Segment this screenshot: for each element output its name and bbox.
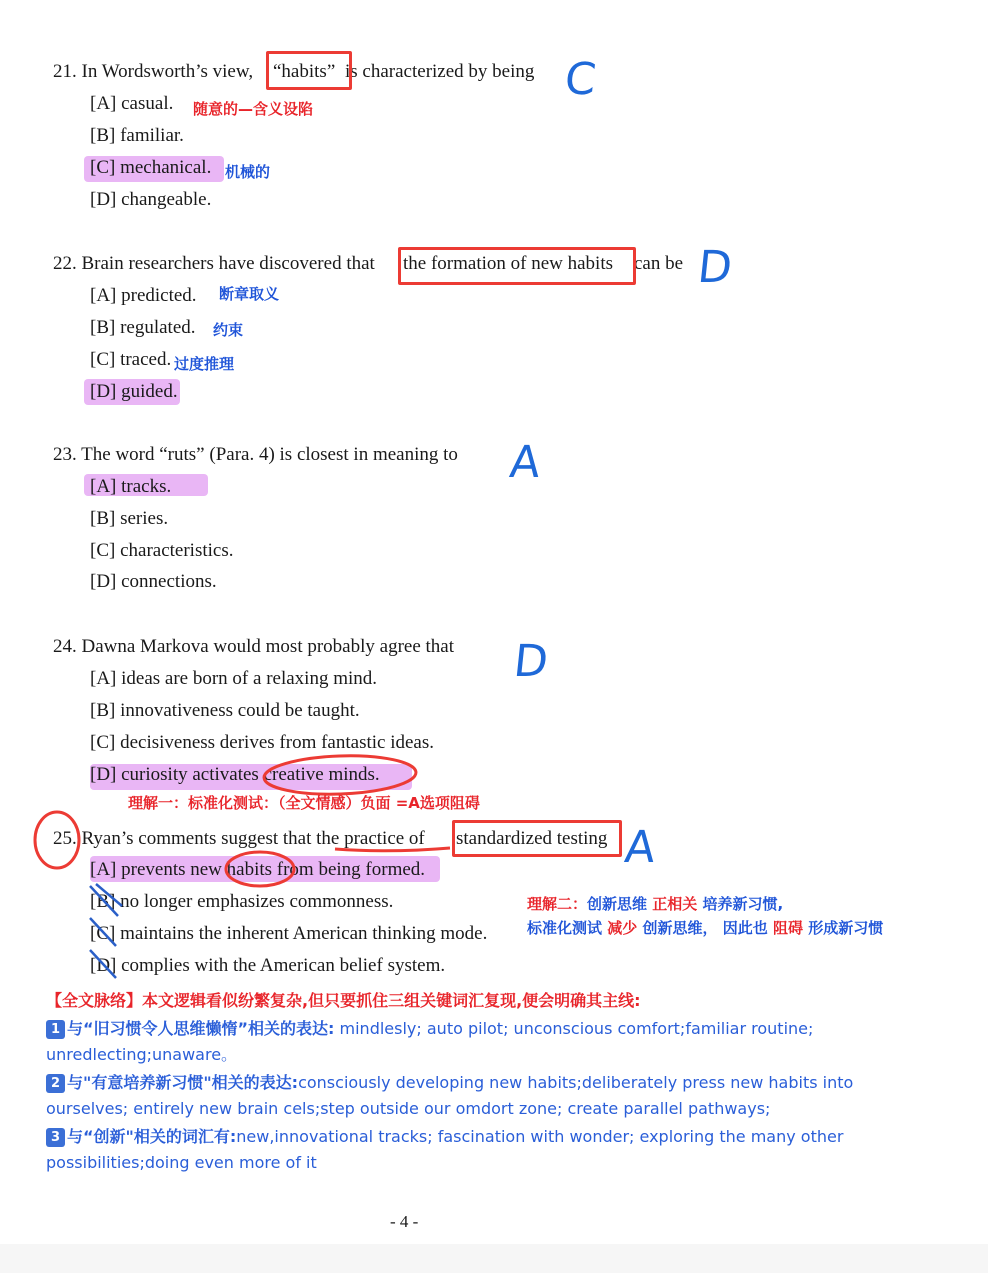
q23-option-d: [D] connections. (90, 571, 217, 592)
q25-note-l2-a: 标准化测试 (527, 919, 603, 937)
page-number: - 4 - (390, 1212, 419, 1231)
summary-item-1 (46, 1016, 813, 1042)
summary-item-1-line1: mindlesly; auto pilot; unconscious comfort;familiar routine; (334, 1019, 814, 1038)
q22-option-d: [D] guided. (90, 381, 178, 402)
circle-habits-option (226, 852, 294, 886)
badge-3-icon: 3 (46, 1128, 65, 1147)
summary-item-1-cont: unredlecting;unaware。 (46, 1045, 238, 1064)
q25-stem-part1: 25. Ryan’s comments suggest that the practice of (53, 828, 425, 849)
q21-note-a: 随意的—含义设陷 (193, 100, 314, 118)
q25-note-l1-c: 正相关 (652, 895, 698, 913)
q21-stem-boxed: “habits” (273, 61, 336, 82)
q21-answer-letter: C (562, 54, 599, 105)
q21-stem-part1: 21. In Wordsworth’s view, (53, 61, 254, 82)
q24-note: 理解一：标准化测试：（全文情感）负面 =A选项阻碍 (128, 794, 480, 812)
q23-option-c: [C] characteristics. (90, 540, 234, 561)
q21-option-a: [A] casual. (90, 93, 174, 114)
q23-option-b: [B] series. (90, 508, 169, 529)
q24-option-d: [D] curiosity activates creative minds. (90, 764, 380, 785)
q21-option-d: [D] changeable. (90, 189, 212, 210)
summary-item-2 (46, 1070, 853, 1096)
q22-note-b: 约束 (213, 321, 244, 339)
q22-note-a: 断章取义 (219, 285, 280, 303)
q24-answer-letter: D (511, 636, 551, 687)
circle-q25-number (35, 812, 79, 868)
summary-title-text: 【全文脉络】本文逻辑看似纷繁复杂,但只要抓住三组关键词汇复现,便会明确其主线: (46, 991, 641, 1010)
q22-stem-part1: 22. Brain researchers have discovered that (53, 253, 375, 274)
summary-item-3 (46, 1124, 843, 1150)
q22-note-c: 过度推理 (174, 355, 235, 373)
q25-note-l2-d: 因此也 (722, 919, 768, 937)
q23-option-a: [A] tracks. (90, 476, 172, 497)
q22-option-b: [B] regulated. (90, 317, 196, 338)
q25-note-l1-d: 培养新习惯, (702, 895, 784, 913)
q21-option-c: [C] mechanical. (90, 157, 212, 178)
q22-option-a: [A] predicted. (90, 285, 197, 306)
q22-stem-boxed: the formation of new habits (403, 253, 614, 274)
q21-note-c: 机械的 (225, 163, 271, 181)
summary-title (46, 988, 641, 1014)
q23-answer-letter: A (507, 437, 543, 488)
q25-option-c: [C] maintains the inherent American thinking mode. (90, 923, 488, 944)
strike-option-c (90, 918, 116, 946)
q25-option-b: [B] no longer emphasizes commonness. (90, 891, 394, 912)
q25-option-d: [D] complies with the American belief system. (90, 955, 446, 976)
q22-option-c: [C] traced. (90, 349, 172, 370)
q24-stem: 24. Dawna Markova would most probably agree that (53, 636, 455, 657)
summary-item-2-line1: consciously developing new habits;deliberately press new habits into (298, 1073, 854, 1092)
q25-stem-boxed: standardized testing (456, 828, 608, 849)
q25-note-l2-c: 创新思维， (642, 919, 718, 937)
underline-practice (335, 848, 450, 851)
q24-option-b: [B] innovativeness could be taught. (90, 700, 360, 721)
strike-option-b (90, 884, 122, 916)
badge-2-icon: 2 (46, 1074, 65, 1093)
summary-item-3-head: 与“创新"相关的词汇有: (67, 1127, 237, 1146)
q24-option-c: [C] decisiveness derives from fantastic ideas. (90, 732, 434, 753)
badge-1-icon: 1 (46, 1020, 65, 1039)
q22-stem-part2: can be (634, 253, 684, 274)
q25-note-l1-a: 理解二： (527, 895, 588, 913)
q21-stem-part2: is characterized by being (345, 61, 535, 82)
q25-note-l2-f: 形成新习惯 (808, 919, 884, 937)
q25-option-a: [A] prevents new habits from being formed. (90, 859, 426, 880)
summary-item-2-cont: ourselves; entirely new brain cels;step outside our omdort zone; create parallel pathways; (46, 1099, 771, 1118)
q25-note-l2-b: 减少 (607, 919, 638, 937)
strike-option-d (90, 950, 116, 978)
q22-answer-letter: D (695, 242, 735, 293)
circle-creative-minds (263, 753, 416, 796)
summary-item-3-cont: possibilities;doing even more of it (46, 1153, 317, 1172)
q25-note-l1-b: 创新思维 (587, 895, 648, 913)
q23-stem: 23. The word “ruts” (Para. 4) is closest in meaning to (53, 444, 458, 465)
q21-option-b: [B] familiar. (90, 125, 184, 146)
summary-item-3-line1: new,innovational tracks; fascination with wonder; exploring the many other (236, 1127, 844, 1146)
summary-item-2-head: 与"有意培养新习惯"相关的表达: (67, 1073, 299, 1092)
q24-option-a: [A] ideas are born of a relaxing mind. (90, 668, 378, 689)
summary-item-1-head: 与“旧习惯令人思维懒惰”相关的表达: (67, 1019, 335, 1038)
q25-note-l2-e: 阻碍 (773, 919, 804, 937)
q25-answer-letter: A (622, 822, 658, 873)
